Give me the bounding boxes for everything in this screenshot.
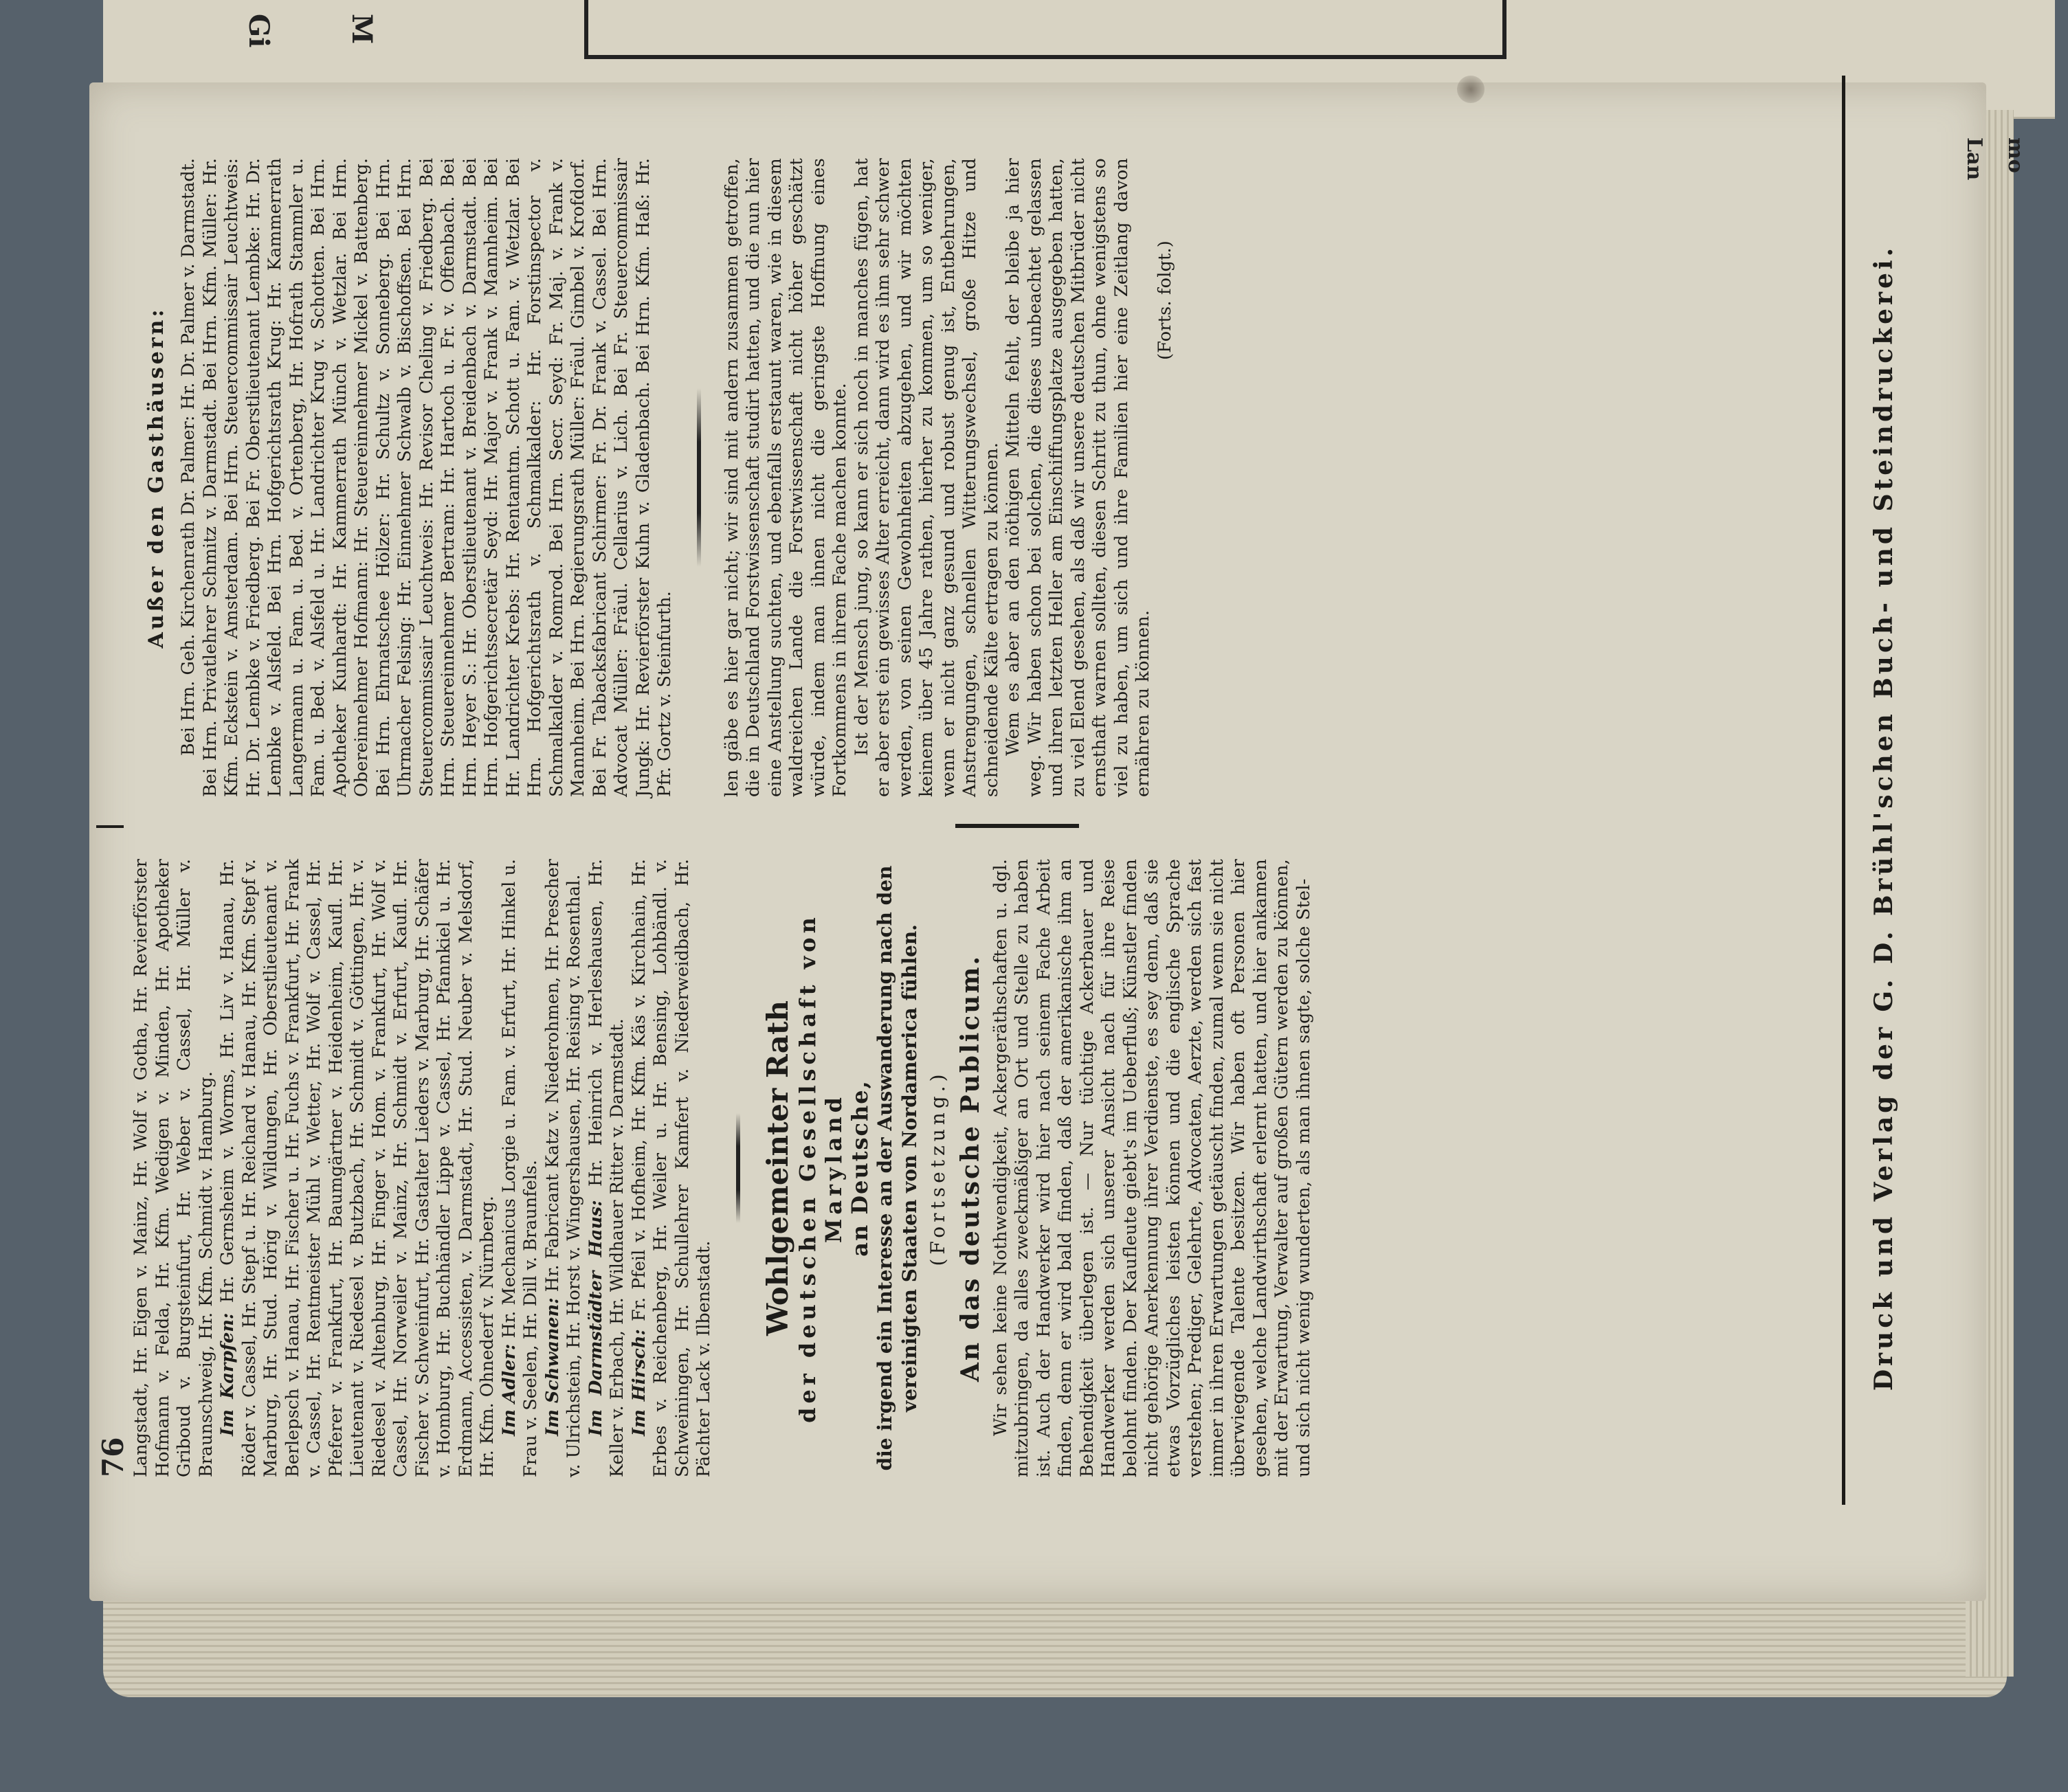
article-paragraph-2: Ist der Mensch jung, so kann er sich noch in manches fügen, hat er aber erst ein gewisses Alter erreicht, dann wird es ihm sehr schwer werden, von seinen Gewohnheiten abzugehen, und wir möchten keinem über 45 Jahre rathen, hierher zu kommen, um so weniger, wenn er nicht ganz gesund und robust genug ist, Entbehrungen, Anstrengungen, schnellen Witterungswechsel, große Hitze und schneidende Kälte ertragen zu können. — [851, 158, 1002, 797]
to-be-continued-note: (Forts. folgt.) — [1154, 240, 1175, 360]
adjacent-page-frame — [584, 0, 1506, 59]
page-number: 76 — [96, 1437, 130, 1477]
lodging-entry-darmstaedter-haus — [586, 859, 629, 1477]
lodging-entry-text: Hr. Fabricant Katz v. Niederohmen, Hr. Prescher v. Ulrichstein, Hr. Horst v. Wingershausen, Hr. Reising v. Rosenthal. — [542, 859, 584, 1477]
lodging-entry-adler — [499, 859, 542, 1477]
footer-rule — [1842, 76, 1845, 1505]
lodging-entry-text: Hr. Mechanicus Lorgie u. Fam. v. Erfurt, Hr. Hinkel u. Frau v. Seelen, Hr. Dill v. Braunfels. — [498, 859, 541, 1477]
lodging-opening: Langstadt, Hr. Eigen v. Mainz, Hr. Wolf v. Gotha, Hr. Revierförster Hofmann v. Felda, Hr. Kfm. Wedigen v. Minden, Hr. Apotheker Griboud v. Burgsteinfurt, Hr. Weber v. Cassel, Hr. Müller v. Braunschweig, Hr. Kfm. Schmidt v. Hamburg. — [131, 859, 216, 1477]
edge-fragment: M — [346, 14, 378, 45]
edge-fragment: Gi — [243, 14, 275, 48]
article-continued-text: len gäbe es hier gar nicht; wir sind mit andern zusammen getroffen, die in Deutschland Forstwissenschaft studirt hatten, und die nun hier eine Anstellung suchten, und ebenfalls erstaunt waren, wie in diesem waldreichen Lande die Forstwissenschaft nicht höher geschätzt würde, indem man ihnen nicht die geringste Hoffnung eines Fortkommens in ihrem Fache machen konnte. — [721, 158, 850, 797]
article-paragraph-3: Wem es aber an den nöthigen Mitteln fehlt, der bleibe ja hier weg. Wir haben schon bei solchen, die dieses unbeachtet gelassen und ihren letzten Heller am Einschiffungsplatze ausgegeben hatten, zu viel Elend gesehen, als daß wir unsere deutschen Mitbrüder nicht ernsthaft warnen sollten, diesen Schritt zu thun, ohne wenigstens so viel zu haben, um sich und ihre Familien hier eine Zeitlang davon ernähren zu können. — [1003, 158, 1153, 797]
rotated-print-area — [96, 131, 1952, 1505]
lodging-heading: Außer den Gasthäusern: — [144, 306, 168, 649]
lodging-entry-head: Im Hirsch: — [628, 1329, 649, 1436]
lodging-entry-text: Hr. Gernsheim v. Worms, Hr. Liv v. Hanau, Hr. Röder v. Cassel, Hr. Stepf u. Hr. Reichard v. Hanau, Hr. Kfm. Stepf v. Marburg, Hr. Stud. Hörig v. Wildungen, Hr. Oberstlieutenant v. Berlepsch v. Hanau, Hr. Fischer u. Hr. Fuchs v. Frankfurt, Hr. Frank v. Cassel, Hr. Rentmeister Mühl v. Wetter, Hr. Wolf v. Cassel, Hr. Pfeferer v. Frankfurt, Hr. Baumgärtner v. Heidenheim, Kaufl. Hr. Lieutenant v. Riedesel v. Butzbach, Hr. Schmidt v. Göttingen, Hr. v. Riedesel v. Altenburg, Hr. Finger v. Hom. v. Frankfurt, Hr. Wolf v. Cassel, Hr. Norweiler v. Mainz, Hr. Schmidt v. Erfurt, Kaufl. Hr. Fischer v. Schweinfurt, Hr. Gastalter Lieders v. Marburg, Hr. Schäfer v. Homburg, Hr. Buchhändler Lippe v. Cassel, Hr. Pfannkiel u. Hr. Erdmann, Accessisten, v. Darmstadt, Hr. Stud. Neuber v. Melsdorf, Hr. Kfm. Ohnederf v. Nürnberg. — [217, 859, 498, 1477]
printer-imprint: Druck und Verlag der G. D. Brühl'schen Buch- und Steindruckerei. — [1869, 244, 1898, 1391]
column-divider-top — [96, 825, 124, 828]
article-title-line4: die irgend ein Interesse an der Auswanderung nach den vereinigten Staaten von Nordamerica fühlen. — [873, 865, 921, 1471]
article-paragraph: Wir sehen keine Nothwendigkeit, Ackergeräthschaften u. dgl. mitzubringen, da alles zweckmäßiger an Ort und Stelle zu haben ist. Auch der Handwerker wird hier nach seinem Fache Arbeit finden, denn er wird bald finden, daß der amerikanische ihm an Behendigkeit überlegen ist. — Nur tüchtige Ackerbauer und Handwerker werden sich unserer Ansicht nach für ihre Reise belohnt finden. Der Kaufleute giebt's im Ueberfluß; Künstler finden nicht gehörige Anerkennung ihrer Verdienste, es sey denn, daß sie etwas Vorzügliches leisten können und die englische Sprache verstehen; Prediger, Gelehrte, Advocaten, Aerzte, werden sich fast immer in ihren Erwartungen getäuscht finden, zumal wenn sie nicht überwiegende Talente besitzen. Wir haben oft Personen hier gesehen, welche Landwirthschaft erlernt hatten, und hier ankamen mit der Erwartung, Verwalter auf großen Gütern werden zu können, und sich nicht wenig wunderten, als man ihnen sagte, solche Stel- — [990, 859, 1314, 1477]
lodging-entry-schwanen — [542, 859, 586, 1477]
lodging-entry-text: Hr. Heinrich v. Herleshausen, Hr. Keller v. Erbach, Hr. Wildhauer Ritter v. Darmstadt. — [585, 858, 627, 1477]
lodging-entry-hirsch — [629, 859, 715, 1477]
lodging-private-list: Bei Hrn. Geh. Kirchenrath Dr. Palmer: Hr. Dr. Palmer v. Darmstadt. Bei Hrn. Privatlehrer Schmitz v. Darmstadt. Bei Hrn. Kfm. Müller: Hr. Kfm. Eckstein v. Amsterdam. Bei Hrn. Steuercommissair Leuchtweis: Hr. Dr. Lembke v. Friedberg. Bei Fr. Oberstlieutenant Lembke: Hr. Dr. Lembke v. Alsfeld. Bei Hrn. Hofgerichtsrath Krug: Hr. Kammerrath Langermann u. Fam. u. Bed. v. Ortenberg, Hr. Hofrath Stammler u. Fam. u. Bed. v. Alsfeld u. Hr. Landrichter Krug v. Schotten. Bei Hrn. Apotheker Kunhardt: Hr. Kammerrath Münch v. Wetzlar. Bei Hrn. Obereinnehmer Hofmann: Hr. Steuereinnehmer Mickel v. Battenberg. Bei Hrn. Ehrnatschee Hölzer: Hr. Schultz v. Sonneberg. Bei Hrn. Uhrmacher Felsing: Hr. Einnehmer Schwalb v. Bischoffsen. Bei Hrn. Steuercommissair Leuchtweis: Hr. Revisor Cheling v. Friedberg. Bei Hrn. Steuereinnehmer Bertram: Hr. Hartoch u. Fr. v. Offenbach. Bei Hrn. Heyer S.: Hr. Oberstlieutenant v. Breidenbach v. Darmstadt. Bei Hrn. Hofgerichtssecretär Seyd: Hr. Major v. Frank v. Mannheim. Bei Hr. Landrichter Krebs: Hr. Rentamtm. Schott u. Fam. v. Wetzlar. Bei Hrn. Hofgerichtsrath v. Schmalkalder: Hr. Forstinspector v. Schmalkalder v. Romrod. Bei Hrn. Secr. Seyd: Fr. Maj. v. Frank v. Mannheim. Bei Hrn. Regierungsrath Müller: Fräul. Gimbel v. Krofdorf. Bei Fr. Tabacksfabricant Schirmer: Fr. Dr. Frank v. Cassel. Bei Hrn. Advocat Müller: Fräul. Cellarius v. Lich. Bei Fr. Steuercommissair Jungk: Hr. Revierförster Kuhn v. Gladenbach. Bei Hrn. Kfm. Haß: Hr. Pfr. Gortz v. Steinfurth. — [178, 158, 675, 797]
lodging-entry-head: Im Karpfen: — [217, 1312, 238, 1436]
section-divider — [697, 388, 701, 567]
lodging-entry-karpfen — [217, 859, 499, 1477]
article-subtitle: An das deutsche Publicum. — [955, 954, 985, 1382]
right-column — [137, 158, 1993, 797]
lodging-entry-head: Im Darmstädter Haus: — [585, 1200, 606, 1436]
paper-stain — [1457, 76, 1485, 103]
left-column — [96, 859, 1952, 1477]
lodging-entry-text: Fr. Pfeil v. Hofheim, Hr. Kfm. Käs v. Kirchhain, Hr. Erbes v. Reichenberg, Hr. Weiler u. Hr. Bensing, Lohbändl. v. Schweiningen, Hr. Schullehrer Kamfert v. Niederweidbach, Hr. Pächter Lack v. Ilbenstadt. — [628, 859, 714, 1477]
continuation-note: (Fortsetzung.) — [926, 1070, 949, 1266]
edge-fragment: Lan — [1962, 137, 1986, 181]
edge-fragment: mo — [2003, 137, 2027, 173]
column-divider-mid — [955, 824, 1079, 828]
lodging-entry-head: Im Adler: — [498, 1343, 520, 1436]
article-title-line3: an Deutsche, — [846, 1079, 873, 1257]
article-title-line2: der deutschen Gesellschaft von Maryland — [794, 913, 847, 1423]
section-divider — [736, 1113, 740, 1223]
article-title: Wohlgemeinter Rath — [760, 1000, 794, 1336]
lodging-entry-head: Im Schwanen: — [542, 1297, 563, 1436]
